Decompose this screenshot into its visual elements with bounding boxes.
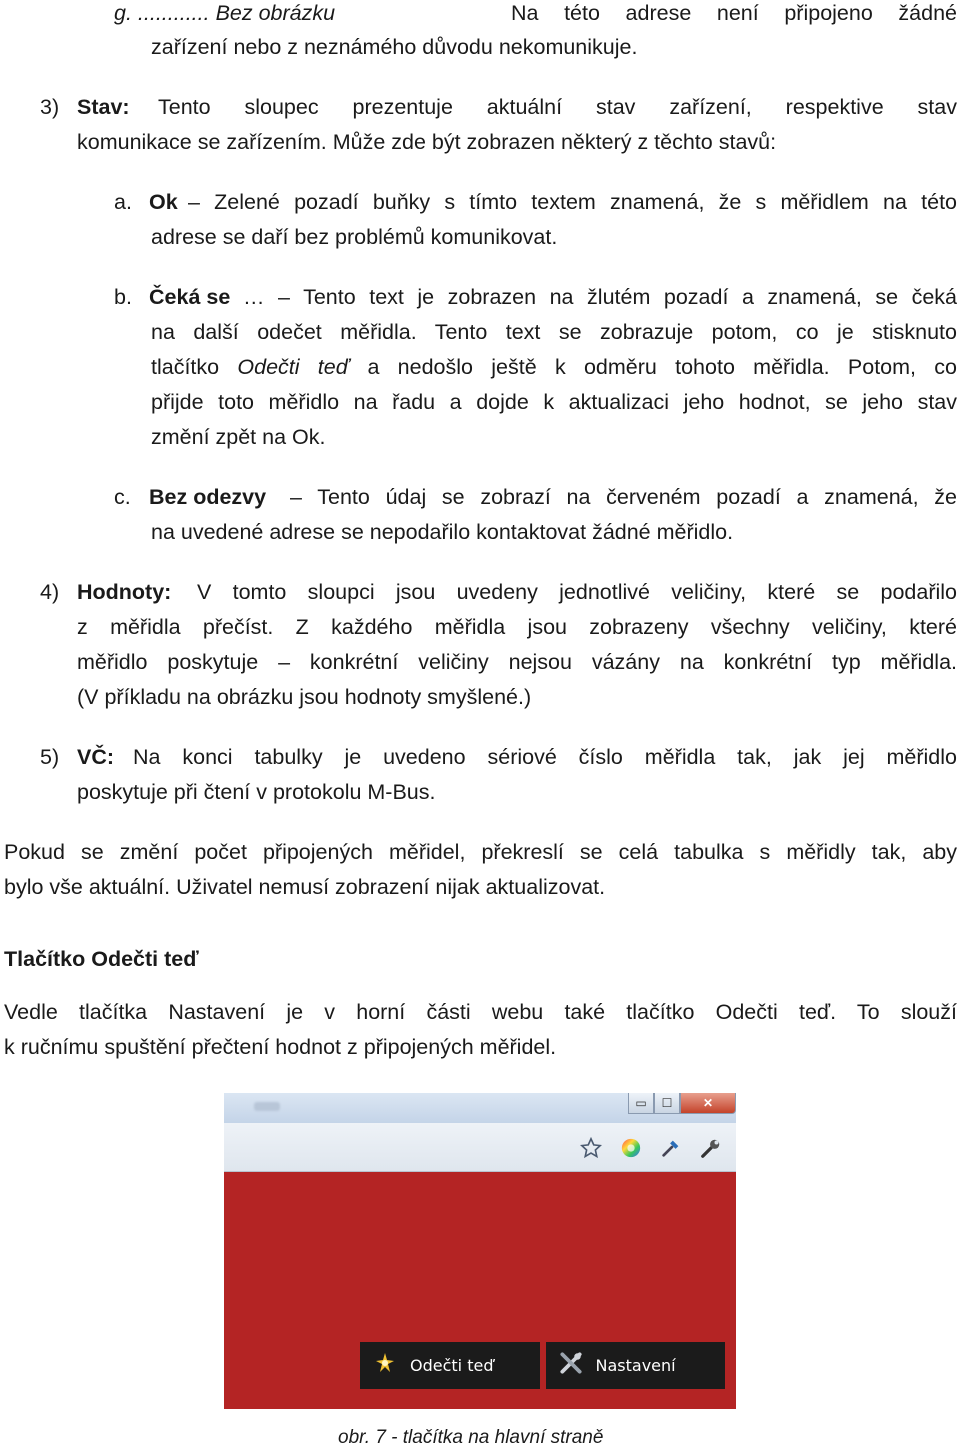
leader-dots: ............ xyxy=(131,1,210,25)
paragraph-1-line1: Pokud se změní počet připojených měřidel, překreslí se celá tabulka s měřidly tak, aby xyxy=(4,840,957,864)
color-wheel-icon[interactable] xyxy=(618,1135,644,1161)
state-b-line1: … – Tento text je zobrazen na žlutém pozadí a znamená, se čeká xyxy=(243,285,957,309)
state-a-line2: adrese se daří bez problémů komunikovat. xyxy=(151,225,558,249)
state-a-label: a. xyxy=(114,190,132,214)
tools-icon xyxy=(558,1350,584,1382)
main-buttons xyxy=(360,1342,725,1389)
browser-screenshot xyxy=(224,1093,736,1409)
state-a-title xyxy=(149,185,178,220)
item-4-line2: z měřidla přečíst. Z každého měřidla jsou zobrazeny všechny veličiny, které xyxy=(77,615,957,639)
state-c-label: c. xyxy=(114,485,131,509)
item-3-line1: Tento sloupec prezentuje aktuální stav zařízení, respektive stav xyxy=(158,95,957,119)
state-c-title xyxy=(149,480,266,515)
maximize-icon[interactable]: ☐ xyxy=(654,1093,680,1114)
item-5-number: 5) xyxy=(40,745,60,769)
button-label: Odečti teď xyxy=(410,1356,494,1375)
state-c-line1: – Tento údaj se zobrazí na červeném pozadí a znamená, že xyxy=(290,485,957,509)
paragraph-2-line2: k ručnímu spuštění přečtení hodnot z připojených měřidel. xyxy=(4,1035,557,1059)
item-4-line4: (V příkladu na obrázku jsou hodnoty smyšlené.) xyxy=(77,685,532,709)
item-4-number: 4) xyxy=(40,580,60,604)
item-3-title xyxy=(77,90,130,125)
paragraph-2-line1: Vedle tlačítka Nastavení je v horní části webu také tlačítko Odečti teď. To slouží xyxy=(4,1000,957,1024)
state-b-line2: na další odečet měřidla. Tento text se zobrazuje potom, co je stisknuto xyxy=(151,320,957,344)
state-c-line2: na uvedené adrese se nepodařilo kontaktovat žádné měřidlo. xyxy=(151,520,734,544)
window-controls xyxy=(628,1093,736,1113)
item-5-line1: Na konci tabulky je uvedeno sériové číslo měřidla tak, jak jej měřidlo xyxy=(133,745,957,769)
eyedropper-icon[interactable] xyxy=(658,1135,684,1161)
text-run: tlačítko xyxy=(151,355,238,379)
state-a-line1: – Zelené pozadí buňky s tímto textem znamená, že s měřidlem na této xyxy=(188,190,957,214)
section-heading: Tlačítko Odečti teď xyxy=(4,947,199,971)
figure-caption: obr. 7 - tlačítka na hlavní straně xyxy=(338,1427,604,1448)
state-title: Ok xyxy=(149,190,178,214)
status-g-label xyxy=(114,0,335,31)
item-5-line2: poskytuje při čtení v protokolu M-Bus. xyxy=(77,780,436,804)
state-title: Bez odezvy xyxy=(149,485,267,509)
window-title xyxy=(254,1102,280,1111)
state-b-label: b. xyxy=(114,285,132,309)
odecti-ted-button[interactable] xyxy=(360,1342,540,1389)
item-5-title xyxy=(77,740,114,775)
state-b-title xyxy=(149,280,230,315)
state-b-line5: změní zpět na Ok. xyxy=(151,425,326,449)
sparkle-icon xyxy=(372,1351,398,1381)
close-icon[interactable]: ✕ xyxy=(680,1093,736,1114)
button-name-italic: Odečti teď xyxy=(237,355,350,379)
window-titlebar xyxy=(224,1093,736,1123)
state-title: Čeká se xyxy=(149,285,231,309)
status-g-text: Na této adrese není připojeno žádné xyxy=(511,1,957,25)
item-3-line2: komunikace se zařízením. Může zde být zobrazen některý z těchto stavů: xyxy=(77,130,777,154)
list-marker: g. xyxy=(114,1,132,25)
item-title: VČ: xyxy=(77,745,115,769)
status-name: Bez obrázku xyxy=(209,1,336,25)
state-b-line3 xyxy=(151,350,957,385)
browser-toolbar xyxy=(224,1123,736,1172)
item-4-line3: měřidlo poskytuje – konkrétní veličiny nejsou vázány na konkrétní typ měřidla. xyxy=(77,650,957,674)
text-run: a nedošlo ještě k odměru tohoto měřidla. Potom, co xyxy=(349,355,957,379)
status-g-text-cont: zařízení nebo z neznámého důvodu nekomunikuje. xyxy=(151,35,638,59)
minimize-icon[interactable]: ▭ xyxy=(628,1093,654,1114)
item-4-line1: V tomto sloupci jsou uvedeny jednotlivé veličiny, které se podařilo xyxy=(197,580,957,604)
nastaveni-button[interactable] xyxy=(546,1342,726,1389)
item-title: Stav: xyxy=(77,95,130,119)
item-title: Hodnoty: xyxy=(77,580,172,604)
button-label: Nastavení xyxy=(595,1356,676,1375)
item-4-title xyxy=(77,575,171,610)
item-3-number: 3) xyxy=(40,95,60,119)
wrench-icon[interactable] xyxy=(698,1135,724,1161)
state-b-line4: přijde toto měřidlo na řadu a dojde k aktualizaci jeho hodnot, se jeho stav xyxy=(151,390,957,414)
paragraph-1-line2: bylo vše aktuální. Uživatel nemusí zobrazení nijak aktualizovat. xyxy=(4,875,606,899)
star-icon[interactable] xyxy=(578,1135,604,1161)
